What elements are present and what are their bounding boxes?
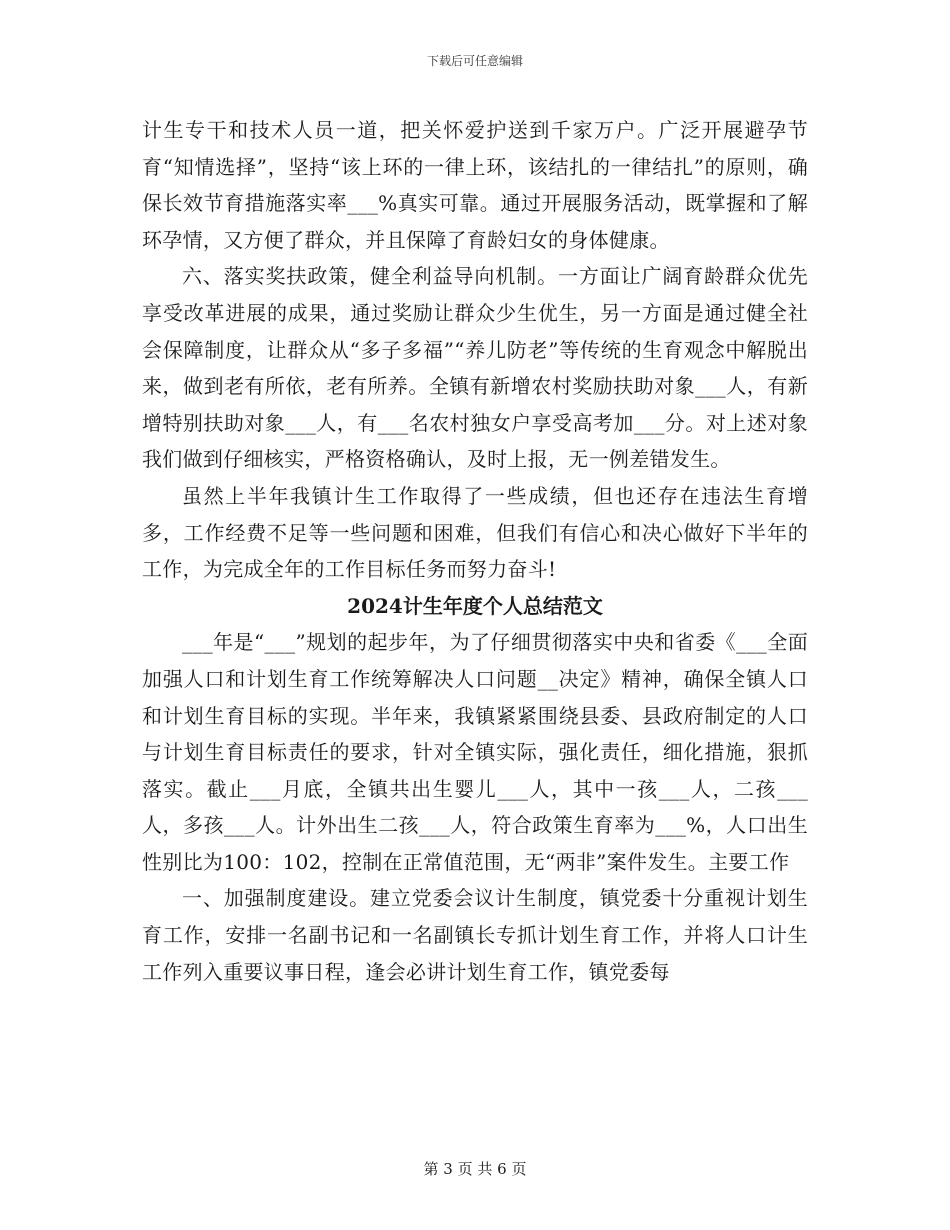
page-header-note: 下载后可任意编辑 bbox=[426, 54, 523, 68]
paragraph-closing: 虽然上半年我镇计生工作取得了一些成绩，但也还存在违法生育增多，工作经费不足等一些问题和困难，但我们有信心和决心做好下半年的工作，为完成全年的工作目标任务而努力奋斗! bbox=[142, 483, 808, 582]
paragraph-section-six: 六、落实奖扶政策，健全利益导向机制。一方面让广阔育龄群众优先享受改革进展的成果，通过奖励让群众少生优生，另一方面是通过健全社会保障制度，让群众从“多子多福”“养儿防老”等传统的生育观念中解脱出来，做到老有所依，老有所养。全镇有新增农村奖励扶助对象___人，有新增特别扶助对象___人，有___名农村独女户享受高考加___分。对上述对象我们做到仔细核实，严格资格确认，及时上报，无一例差错发生。 bbox=[142, 264, 808, 472]
paragraph-continuation: 计生专干和技术人员一道，把关怀爱护送到千家万户。广泛开展避孕节育“知情选择”，坚持“该上环的一律上环，该结扎的一律结扎”的原则，确保长效节育措施落实率___%真实可靠。通过开展服务活动，既掌握和了解环孕情，又方便了群众，并且保障了育龄妇女的身体健康。 bbox=[142, 118, 808, 252]
page-number: 第 3 页 共 6 页 bbox=[423, 1160, 527, 1178]
paragraph-section-one: 一、加强制度建设。建立党委会议计生制度，镇党委十分重视计划生育工作，安排一名副书记和一名副镇长专抓计划生育工作，并将人口计生工作列入重要议事日程，逢会必讲计划生育工作，镇党委每 bbox=[142, 886, 808, 984]
document-body bbox=[142, 112, 808, 990]
paragraph-intro: ___年是“___”规划的起步年，为了仔细贯彻落实中央和省委《___全面加强人口和计划生育工作统筹解决人口问题__决定》精神，确保全镇人口和计划生育目标的实现。半年来，我镇紧紧围绕县委、县政府制定的人口与计划生育目标责任的要求，针对全镇实际，强化责任，细化措施，狠抓落实。截止___月底，全镇共出生婴儿___人，其中一孩___人，二孩___人，多孩___人。计外出生二孩___人，符合政策生育率为___%，人口出生性别比为100：102，控制在正常值范围，无“两非”案件发生。主要工作 bbox=[142, 630, 808, 874]
section-title: 2024计生年度个人总结范文 bbox=[347, 593, 603, 618]
